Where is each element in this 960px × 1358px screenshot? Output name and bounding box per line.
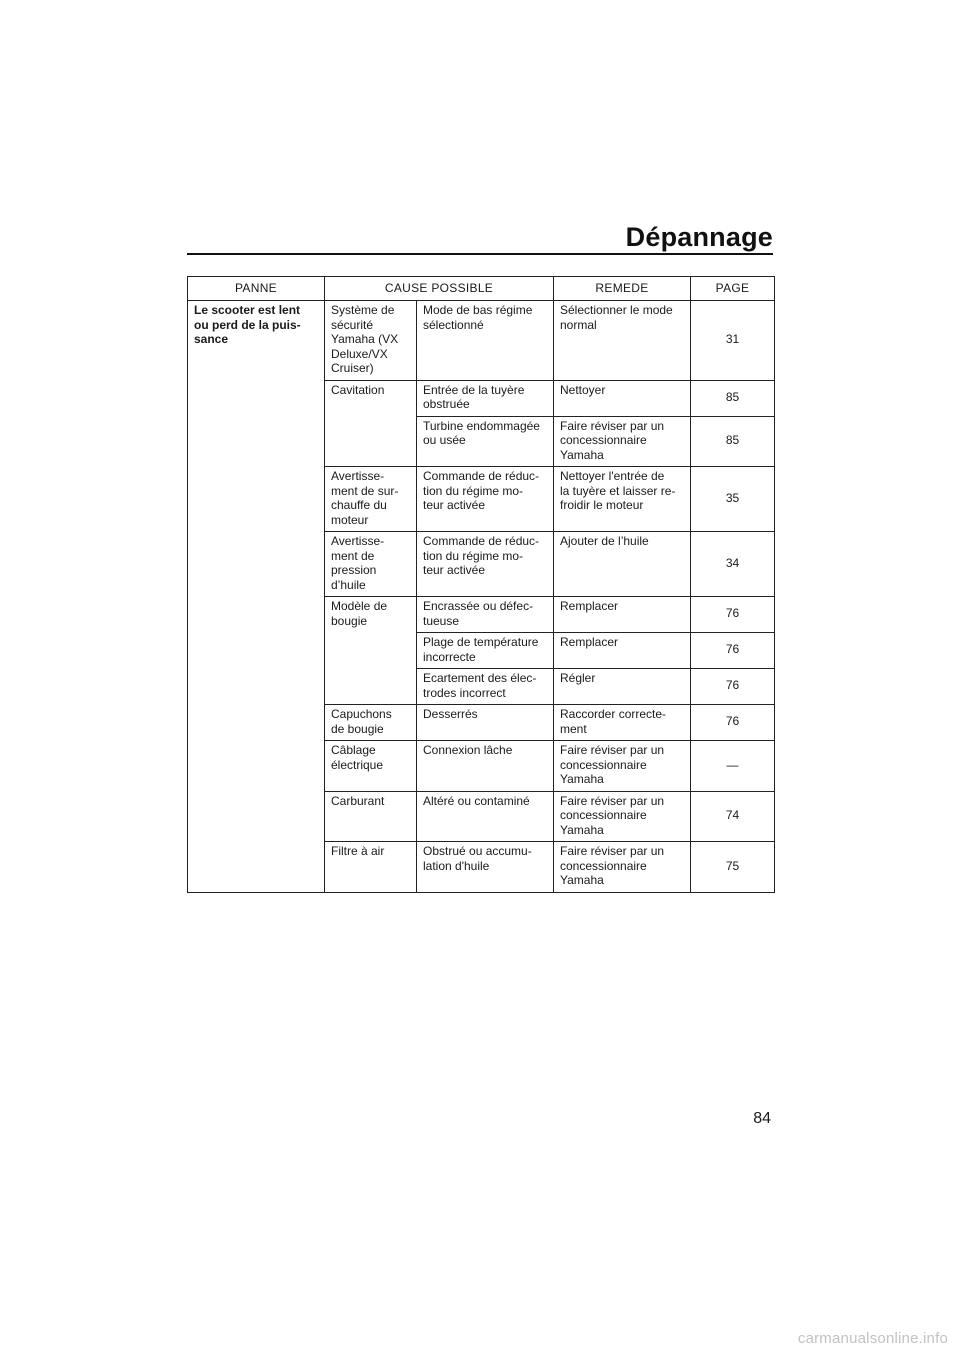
column-header-remede: REMEDE	[554, 277, 691, 301]
remedy-text: Régler	[560, 671, 596, 685]
remedy-text: Faire réviser par un concessionnaire Yamaha	[560, 844, 665, 887]
table-header-row	[188, 277, 775, 301]
remedy-cell	[554, 597, 691, 633]
cause-cell	[325, 532, 417, 597]
page-cell: 75	[691, 842, 775, 893]
detail-text: Commande de réduc- tion du régime mo- teur activée	[423, 534, 540, 577]
detail-text: Connexion lâche	[423, 743, 513, 757]
cause-cell	[325, 380, 417, 467]
cause-text: Système de sécurité Yamaha (VX Deluxe/VX Cruiser)	[331, 303, 399, 375]
detail-text: Entrée de la tuyère obstruée	[423, 382, 525, 411]
detail-text: Turbine endommagée ou usée	[423, 418, 540, 447]
remedy-text: Faire réviser par un concessionnaire Yamaha	[560, 418, 665, 462]
remedy-text: Faire réviser par un concessionnaire Yamaha	[560, 793, 665, 837]
remedy-cell	[554, 301, 691, 381]
remedy-cell	[554, 741, 691, 792]
remedy-cell	[554, 842, 691, 893]
cause-text: Carburant	[331, 793, 385, 808]
detail-text: Desserrés	[423, 707, 478, 721]
detail-text: Mode de bas régime sélectionné	[423, 303, 533, 332]
detail-text: Plage de température incorrecte	[423, 635, 539, 664]
cause-text: Modèle de bougie	[331, 599, 388, 628]
cause-text: Filtre à air	[331, 844, 385, 858]
cause-cell	[325, 741, 417, 792]
watermark: carmanualsonline.info	[797, 1330, 948, 1347]
remedy-text: Sélectionner le mode normal	[560, 303, 673, 332]
cause-text: Capuchons de bougie	[331, 707, 392, 736]
detail-cell	[417, 741, 554, 792]
detail-text: Obstrué ou accumu- lation d'huile	[423, 844, 532, 873]
remedy-text: Remplacer	[560, 635, 619, 649]
column-header-cause: CAUSE POSSIBLE	[325, 277, 554, 301]
cause-cell	[325, 705, 417, 741]
remedy-text: Faire réviser par un concessionnaire Yamaha	[560, 743, 665, 786]
detail-text: Encrassée ou défec- tueuse	[423, 599, 534, 628]
detail-cell	[417, 791, 554, 842]
detail-cell	[417, 633, 554, 669]
page-cell: 74	[691, 791, 775, 842]
remedy-cell	[554, 705, 691, 741]
detail-cell	[417, 380, 554, 416]
page-cell: 85	[691, 380, 775, 416]
detail-cell	[417, 705, 554, 741]
remedy-cell	[554, 380, 691, 416]
remedy-cell	[554, 633, 691, 669]
column-header-panne: PANNE	[188, 277, 325, 301]
cause-text: Cavitation	[331, 382, 385, 397]
problem-text: Le scooter est lent ou perd de la puis- sance	[194, 303, 301, 346]
cause-cell	[325, 597, 417, 705]
page-cell: 76	[691, 597, 775, 633]
page-cell: 85	[691, 416, 775, 467]
detail-cell	[417, 467, 554, 532]
page-cell: —	[691, 741, 775, 792]
detail-text: Altéré ou contaminé	[423, 793, 530, 808]
page-number: 84	[753, 1110, 771, 1127]
title-rule	[187, 253, 773, 255]
page-cell: 76	[691, 633, 775, 669]
cause-text: Avertisse- ment de sur- chauffe du moteur	[331, 469, 399, 527]
remedy-cell	[554, 532, 691, 597]
cause-cell	[325, 467, 417, 532]
page-cell: 76	[691, 705, 775, 741]
cause-text: Avertisse- ment de pression d’huile	[331, 534, 385, 592]
page-cell: 35	[691, 467, 775, 532]
detail-text: Commande de réduc- tion du régime mo- teur activée	[423, 469, 540, 512]
remedy-text: Nettoyer l'entrée de la tuyère et laisser re- froidir le moteur	[560, 469, 676, 512]
detail-text: Ecartement des élec- trodes incorrect	[423, 671, 537, 700]
page-title: Dépannage	[625, 222, 773, 252]
cause-cell	[325, 791, 417, 842]
detail-cell	[417, 301, 554, 381]
remedy-text: Nettoyer	[560, 382, 606, 397]
detail-cell	[417, 597, 554, 633]
page-cell: 31	[691, 301, 775, 381]
troubleshooting-table	[187, 276, 775, 893]
detail-cell	[417, 532, 554, 597]
remedy-cell	[554, 416, 691, 467]
page-cell: 34	[691, 532, 775, 597]
remedy-cell	[554, 467, 691, 532]
remedy-cell	[554, 669, 691, 705]
remedy-cell	[554, 791, 691, 842]
remedy-text: Ajouter de l’huile	[560, 534, 649, 548]
column-header-page: PAGE	[691, 277, 775, 301]
table-row	[188, 301, 775, 381]
remedy-text: Remplacer	[560, 599, 619, 613]
detail-cell	[417, 669, 554, 705]
cause-cell	[325, 842, 417, 893]
cause-text: Câblage électrique	[331, 743, 384, 772]
remedy-text: Raccorder correcte- ment	[560, 707, 667, 736]
page-cell: 76	[691, 669, 775, 705]
problem-cell	[188, 301, 325, 893]
cause-cell	[325, 301, 417, 381]
detail-cell	[417, 842, 554, 893]
detail-cell	[417, 416, 554, 467]
